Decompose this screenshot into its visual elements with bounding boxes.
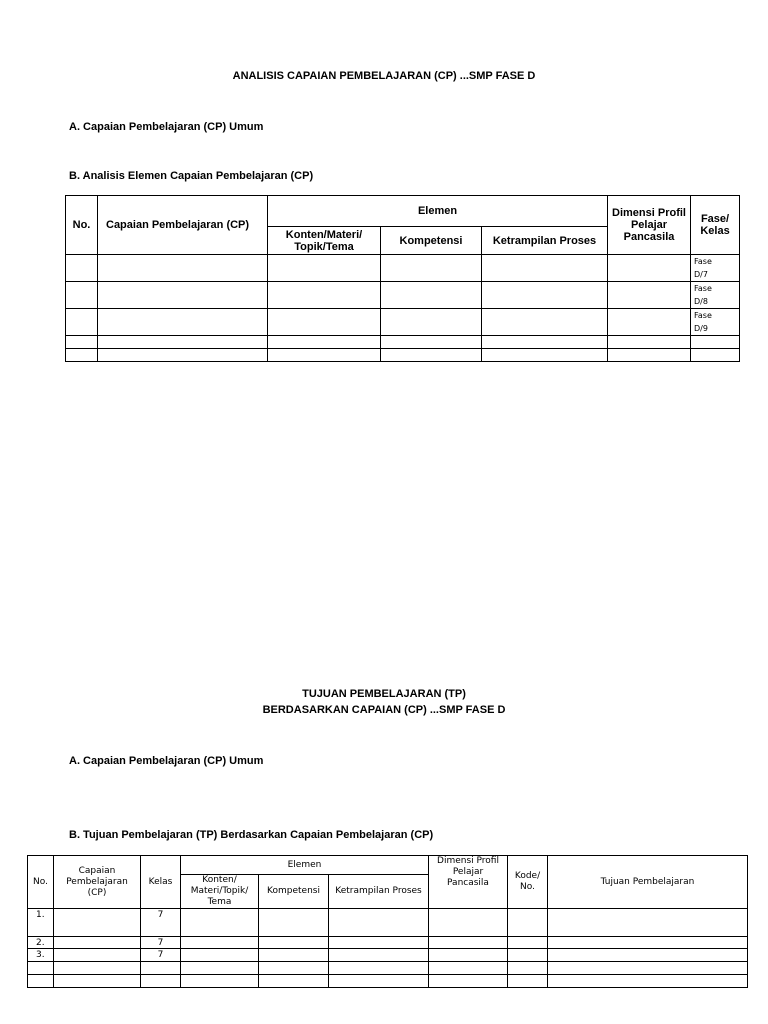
header-konten: Konten/Materi/ Topik/Tema <box>268 227 381 255</box>
section2-heading-a: A. Capaian Pembelajaran (CP) Umum <box>69 755 264 767</box>
header-kelas: Kelas <box>141 856 181 909</box>
header-kompetensi: Kompetensi <box>259 875 329 909</box>
header-dimensi: Dimensi Profil Pelajar Pancasila <box>608 196 691 255</box>
table-row <box>66 349 740 362</box>
table-row <box>28 909 748 937</box>
table-row <box>28 937 748 949</box>
section1-heading-b: B. Analisis Elemen Capaian Pembelajaran (CP) <box>69 170 314 182</box>
fase-cell: Fase D/8 <box>691 282 740 309</box>
header-ketrampilan: Ketrampilan Proses <box>329 875 429 909</box>
table-row <box>28 962 748 975</box>
table-row <box>66 282 740 309</box>
header-konten: Konten/ Materi/Topik/ Tema <box>181 875 259 909</box>
header-cp: Capaian Pembelajaran (CP) <box>54 856 141 909</box>
row-kelas: 7 <box>141 909 181 937</box>
header-dimensi: Dimensi Profil Pelajar Pancasila <box>429 856 508 909</box>
fase-cell: Fase D/7 <box>691 255 740 282</box>
table-row <box>28 949 748 962</box>
header-ketrampilan: Ketrampilan Proses <box>482 227 608 255</box>
row-number: 2. <box>28 937 54 949</box>
row-number: 1. <box>28 909 54 937</box>
table-row <box>66 309 740 336</box>
header-fase: Fase/ Kelas <box>691 196 740 255</box>
row-kelas: 7 <box>141 937 181 949</box>
header-no: No. <box>66 196 98 255</box>
cp-analysis-table <box>65 195 740 362</box>
section1-heading-a: A. Capaian Pembelajaran (CP) Umum <box>69 121 264 133</box>
header-cp: Capaian Pembelajaran (CP) <box>98 196 268 255</box>
header-kode: Kode/ No. <box>508 856 548 909</box>
fase-cell: Fase D/9 <box>691 309 740 336</box>
section2-title-line1: TUJUAN PEMBELAJARAN (TP) <box>302 688 466 700</box>
row-kelas: 7 <box>141 949 181 962</box>
table-row <box>28 975 748 988</box>
section2-title-line2: BERDASARKAN CAPAIAN (CP) ...SMP FASE D <box>262 704 506 716</box>
header-elemen: Elemen <box>268 196 608 227</box>
header-elemen: Elemen <box>181 856 429 875</box>
table-row <box>66 336 740 349</box>
header-tujuan: Tujuan Pembelajaran <box>548 856 748 909</box>
section1-title: ANALISIS CAPAIAN PEMBELAJARAN (CP) ...SMP FASE D <box>232 70 536 82</box>
header-kompetensi: Kompetensi <box>381 227 482 255</box>
section2-heading-b: B. Tujuan Pembelajaran (TP) Berdasarkan Capaian Pembelajaran (CP) <box>69 829 434 841</box>
row-number: 3. <box>28 949 54 962</box>
header-no: No. <box>28 856 54 909</box>
table-row <box>66 255 740 282</box>
tp-table <box>27 855 748 988</box>
